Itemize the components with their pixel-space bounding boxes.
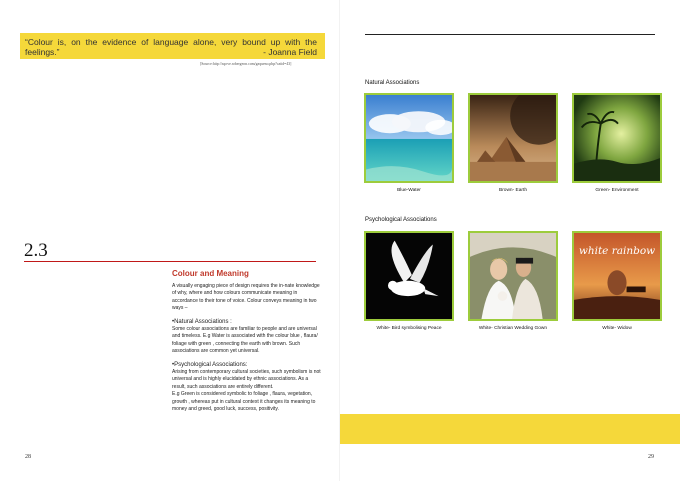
- section-heading: Colour and Meaning: [172, 269, 249, 278]
- natural-associations-paragraph: Some colour associations are familiar to people and are universal and timeless. E.g Water is associated with the colour blue , flaura/ foliage with green , connecting the earth with brown. Such associations are common yet universal.: [172, 326, 318, 355]
- image-caption: Blue-Water: [397, 188, 421, 193]
- image-caption: White- Bird symbolising Peace: [376, 326, 442, 331]
- white-dove-photo: [364, 231, 454, 321]
- white-rainbow-poster-photo: [572, 231, 662, 321]
- quote-block: [25, 37, 317, 57]
- natural-associations-title: Natural Associations: [365, 80, 420, 86]
- poster-title: white rainbow: [578, 245, 656, 258]
- image-caption: Green- Environment: [595, 188, 639, 193]
- section-divider-line: [24, 261, 316, 262]
- page-number-left: 28: [25, 454, 31, 460]
- section-number: 2.3: [24, 240, 48, 261]
- palm-tree-landscape-photo: [572, 93, 662, 183]
- intro-paragraph: A visually engaging piece of design requires the in-nate knowledge of why, where and how colours communicate meaning in accordance to their tone of voice. Colour conveys meaning in two ways –: [172, 283, 320, 312]
- psychological-associations-title: Psychological Associations: [365, 217, 437, 223]
- psychological-example-paragraph: E.g Green is considered symbolic to foliage , flaura, vegetation, growth , whereas put in cultural context it changes its meaning to money and greed, good luck, success, positivity.: [172, 391, 316, 413]
- psychological-associations-heading: •Psychological Associations:: [172, 361, 248, 368]
- image-caption: White- Christian Wedding Gown: [478, 326, 548, 331]
- page-gutter: [339, 0, 340, 481]
- page-number-right: 29: [648, 454, 654, 460]
- top-rule-line: [365, 34, 655, 35]
- natural-associations-heading: •Natural Associations :: [172, 318, 232, 325]
- quote-source: [Source:http://sqove.robergeon.com/gaqueno.php?catid=43]: [200, 62, 292, 66]
- body-text-column: [172, 283, 322, 420]
- image-caption: Brown- Earth: [499, 188, 527, 193]
- quote-text: “Colour is, on the evidence of language alone, very bound up with the feelings.”: [25, 37, 317, 57]
- psychological-associations-paragraph: Arising from contemporary cultural societies, such symbolism is not universal and is highly elucidated by ethnic associations. As a result, such associations are entirely different.: [172, 369, 321, 390]
- wedding-couple-photo: [468, 231, 558, 321]
- image-caption: White- Widow: [602, 326, 632, 331]
- footer-yellow-band: [340, 414, 680, 444]
- ocean-beach-photo: [364, 93, 454, 183]
- quote-author: - Joanna Field: [263, 47, 317, 57]
- desert-pyramids-photo: [468, 93, 558, 183]
